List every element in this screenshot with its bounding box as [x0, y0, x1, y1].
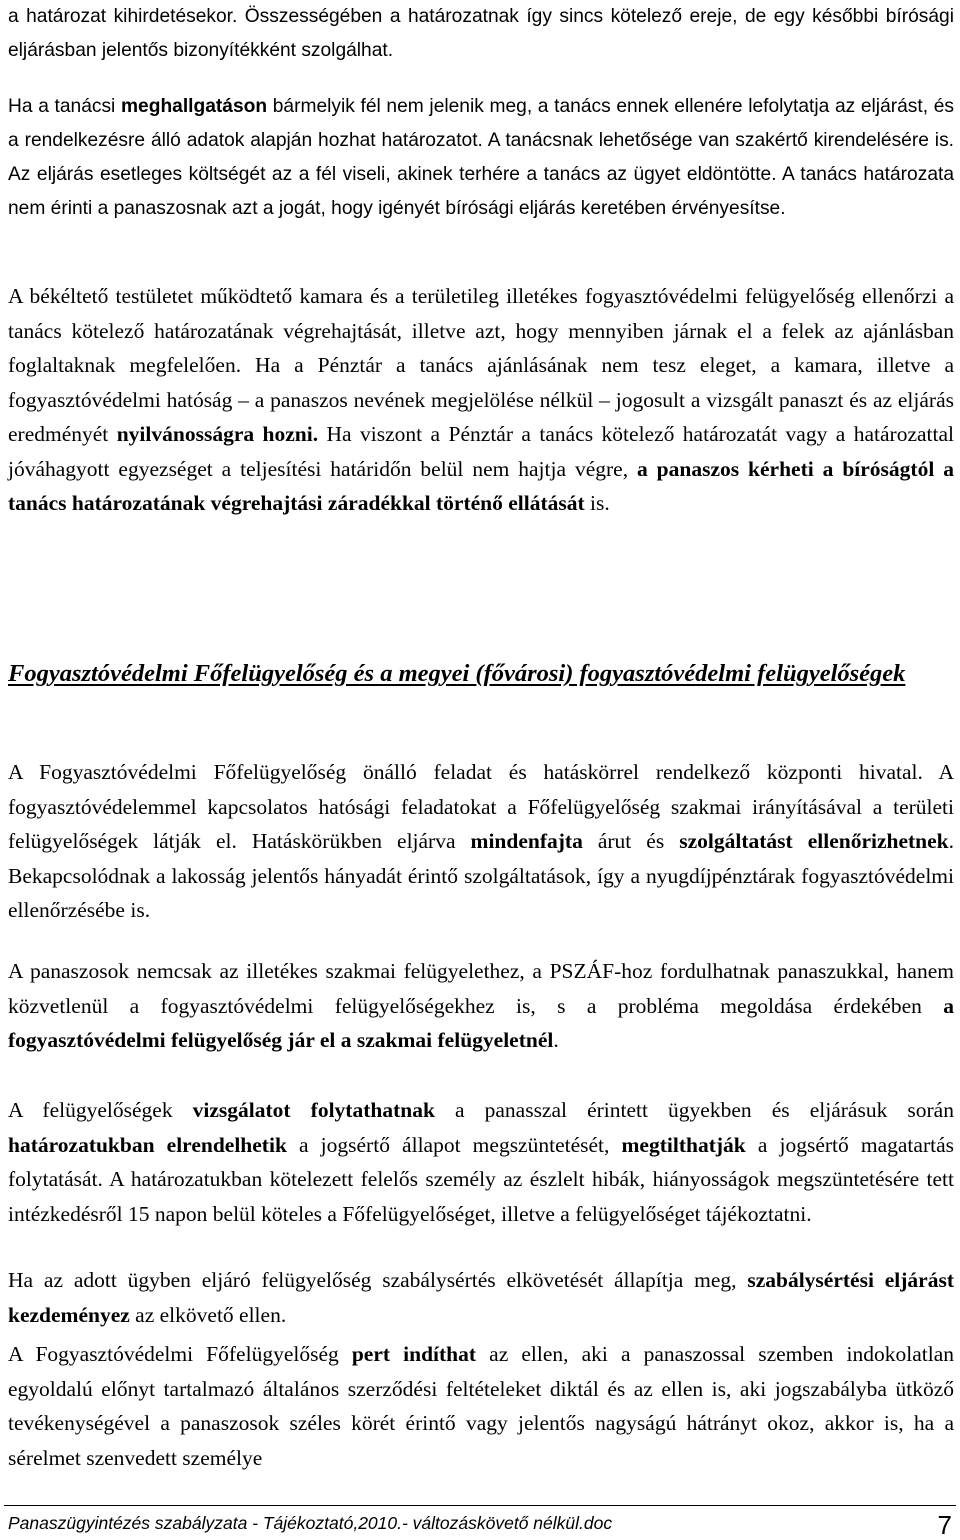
bold-text-run: határozatukban elrendelhetik — [8, 1132, 287, 1157]
page-number: 7 — [937, 1510, 952, 1540]
text-run: . Bekapcsolódnak a lakosság jelentős hányadát érintő szolgáltatások, így a nyugdíjpénztárak fogyasztóvédelmi ellenőrzésébe is. — [8, 829, 954, 922]
text-run: Ha viszont a Pénztár a tanács kötelező határozatát vagy a határozattal jóváhagyott egyezséget a teljesítési határidőn belül nem hajtja végre, — [8, 422, 954, 481]
text-run: a jogsértő magatartás folytatását. A határozatukban kötelezett felelős személy az észlelt hibák, hiányosságok megszüntetésére tett intézkedésről 15 napon belül köteles a Főfelügyelőséget, illetve a felügyelőséget tájékoztatni. — [8, 1132, 954, 1226]
paragraph-lawsuit-right — [8, 1337, 954, 1475]
paragraph-inspection-powers — [8, 1093, 954, 1231]
text-run: árut és — [582, 829, 680, 853]
paragraph-enforcement-control — [8, 279, 954, 521]
text-run: a panasszal érintett ügyekben és eljárásuk során — [434, 1098, 954, 1122]
section-heading: Fogyasztóvédelmi Főfelügyelőség és a megyei (fővárosi) fogyasztóvédelmi felügyelőségek — [8, 660, 906, 687]
text-run: az ellen, aki a panaszossal szemben indokolatlan egyoldalú előnyt tartalmazó általános szerződési feltételeket diktál és az ellen is, aki jogszabályba ütköző tevékenységével a panaszosok széles körét érintő vagy jelentős nagyságú hátrányt okoz, akkor is, ha a sérelmet szenvedett személye — [8, 1342, 954, 1470]
bold-text-run: pert indíthat — [351, 1342, 477, 1366]
paragraph-misdemeanor-procedure — [8, 1263, 954, 1332]
bold-text-run: a panaszos kérheti a bíróságtól a tanács határozatának végrehajtási záradékkal történő ellátását — [8, 456, 954, 515]
bold-text-run: a fogyasztóvédelmi felügyelőség jár el a szakmai felügyeletnél — [8, 993, 954, 1052]
text-run: a határozat kihirdetésekor. Összességében a határozatnak így sincs kötelező ereje, de egy későbbi bírósági eljárásban jelentős bizonyítékként szolgálhat. — [8, 6, 954, 61]
text-run: A Fogyasztóvédelmi Főfelügyelőség — [8, 1342, 352, 1366]
text-run: . — [553, 1028, 559, 1052]
paragraph-complaint-routing — [8, 954, 954, 1058]
paragraph-council-hearing — [8, 90, 954, 226]
bold-text-run: mindenfajta — [470, 829, 583, 853]
text-run: is. — [584, 491, 610, 515]
footer-document-name: Panaszügyintézés szabályzata - Tájékoztató,2010.- változáskövető nélkül.doc — [8, 1513, 613, 1533]
paragraph-award-publication — [8, 0, 954, 68]
footer-divider — [4, 1505, 956, 1506]
text-run: Ha a tanácsi — [8, 96, 121, 117]
text-run: A panaszosok nemcsak az illetékes szakmai felügyelethez, a PSZÁF-hoz fordulhatnak panaszukkal, hanem közvetlenül a fogyasztóvédelmi felügyelőségekhez is, s a probléma megoldása érdekében — [8, 959, 954, 1018]
text-run: a jogsértő állapot megszüntetését, — [286, 1132, 622, 1157]
text-run: az elkövető ellen. — [129, 1302, 287, 1327]
text-run: A felügyelőségek — [8, 1098, 193, 1122]
bold-text-run: szabálysértési eljárást kezdeményez — [8, 1268, 954, 1327]
text-run: Ha az adott ügyben eljáró felügyelőség szabálysértés elkövetését állapítja meg, — [8, 1268, 748, 1292]
text-run: A békéltető testületet működtető kamara és a területileg illetékes fogyasztóvédelmi felügyelőség ellenőrzi a tanács kötelező határozatának végrehajtását, illetve azt, hogy mennyiben járnak el a felek az ajánlásban foglaltaknak megfelelően. Ha a Pénztár a tanács ajánlásának nem tesz eleget, a kamara, illetve a fogyasztóvédelmi hatóság – a panaszos nevének megjelölése nélkül – jogosult a vizsgált panaszt és az eljárás eredményét — [8, 284, 954, 446]
text-run: A Fogyasztóvédelmi Főfelügyelőség önálló feladat és hatáskörrel rendelkező központi hivatal. A fogyasztóvédelemmel kapcsolatos hatósági feladatokat a Főfelügyelőség szakmai irányításával a területi felügyelőségek látják el. Hatáskörükben eljárva — [8, 760, 954, 853]
paragraph-authority-overview — [8, 755, 954, 928]
text-run: bármelyik fél nem jelenik meg, a tanács ennek ellenére lefolytatja az eljárást, és a rendelkezésre álló adatok alapján hozhat határozatot. A tanácsnak lehetősége van szakértő kirendelésére is. Az eljárás esetleges költségét az a fél viseli, akinek terhére a tanács az ügyet eldöntötte. A tanács határozata nem érinti a panaszosnak azt a jogát, hogy igényét bírósági eljárás keretében érvényesítse. — [8, 96, 954, 219]
bold-text-run: meghallgatáson — [121, 96, 268, 117]
bold-text-run: nyilvánosságra hozni. — [116, 422, 319, 446]
bold-text-run: megtilthatják — [621, 1132, 746, 1157]
bold-text-run: szolgáltatást ellenőrizhetnek — [679, 829, 949, 853]
bold-text-run: vizsgálatot folytathatnak — [192, 1098, 435, 1122]
